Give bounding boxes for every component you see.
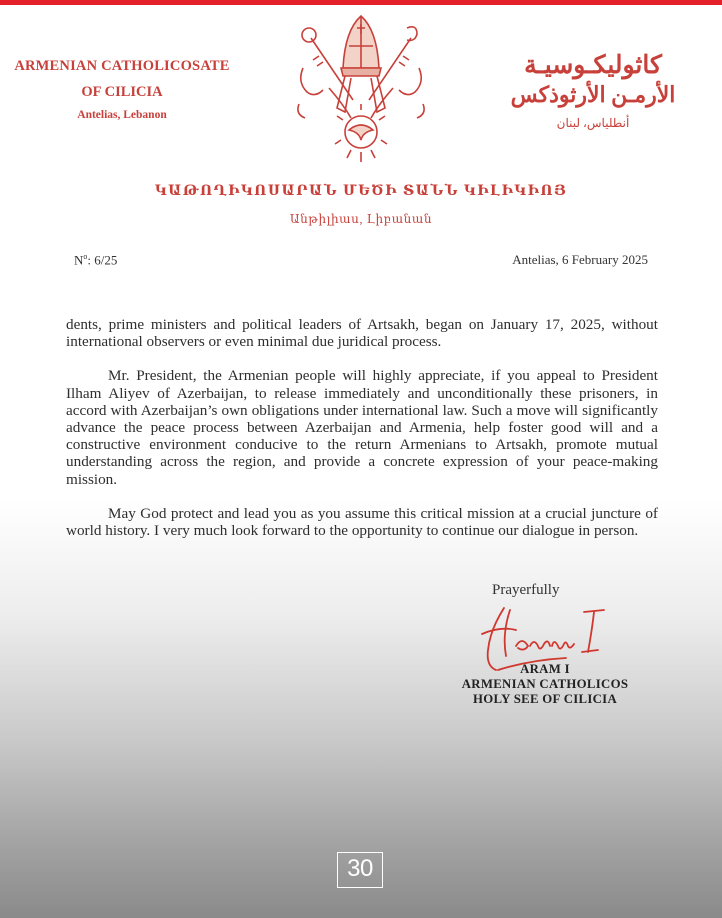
reference-date: Antelias, 6 February 2025 bbox=[512, 252, 648, 267]
top-accent-bar bbox=[0, 0, 722, 5]
letterhead-armenian-title: ԿԱԹՈՂԻԿՈՍԱՐԱՆ ՄԵԾԻ ՏԱՆՆ ԿԻԼԻԿԻՈՅ bbox=[154, 184, 568, 199]
body-paragraph-1: dents, prime ministers and political leaders of Artsakh, began on January 17, 2025, without international observers or even minimal due juridical process. bbox=[66, 316, 658, 351]
letterhead-english-line1: ARMENIAN CATHOLICOSATE bbox=[14, 58, 230, 74]
reference-value: : 6/25 bbox=[87, 252, 118, 268]
letterhead-arabic-line2: الأرمـن الأرثوذكس bbox=[510, 82, 676, 107]
catholicosate-emblem-icon bbox=[293, 8, 429, 166]
letterhead-armenian-subtitle: Անթիլիաս, Լիբանան bbox=[289, 212, 433, 226]
letterhead-english bbox=[0, 58, 244, 121]
closing-salutation: Prayerfully bbox=[492, 582, 560, 598]
body-paragraph-3: May God protect and lead you as you assume this critical mission at a crucial juncture of world history. I very much look forward to the opportunity to continue our dialogue in person. bbox=[66, 504, 658, 540]
letterhead-arabic-line1: كاثوليكـوسيـة bbox=[524, 52, 662, 79]
letterhead-arabic bbox=[480, 50, 706, 131]
reference-superscript: o bbox=[83, 252, 88, 261]
letter-body bbox=[66, 316, 658, 556]
reference-number bbox=[74, 252, 117, 268]
letterhead-english-line2: OF CILICIA bbox=[81, 84, 163, 100]
signatory-title-2: HOLY SEE OF CILICIA bbox=[472, 692, 617, 706]
letterhead-english-line3: Antelias, Lebanon bbox=[77, 109, 167, 121]
watermark-logo: 30 bbox=[337, 852, 383, 888]
signatory-block bbox=[440, 662, 650, 707]
signatory-name: ARAM I bbox=[520, 662, 570, 676]
reference-prefix: N bbox=[74, 252, 84, 268]
body-paragraph-2: Mr. President, the Armenian people will highly appreciate, if you appeal to President Ilham Aliyev of Azerbaijan, to release immediately and unconditionally these prisoners, in accord with Azerbaijan’s own obligations under international law. Such a move will significantly advance the peace process between Azerbaijan and Armenia, help foster good will and a constructive environment conducive to the return Armenians to Artsakh, promote mutual understanding across the region, and provide a concrete expression of your peace-making mission. bbox=[66, 367, 658, 488]
signatory-title-1: ARMENIAN CATHOLICOS bbox=[461, 677, 629, 691]
letterhead-arabic-line3: أنطلياس، لبنان bbox=[556, 116, 630, 130]
